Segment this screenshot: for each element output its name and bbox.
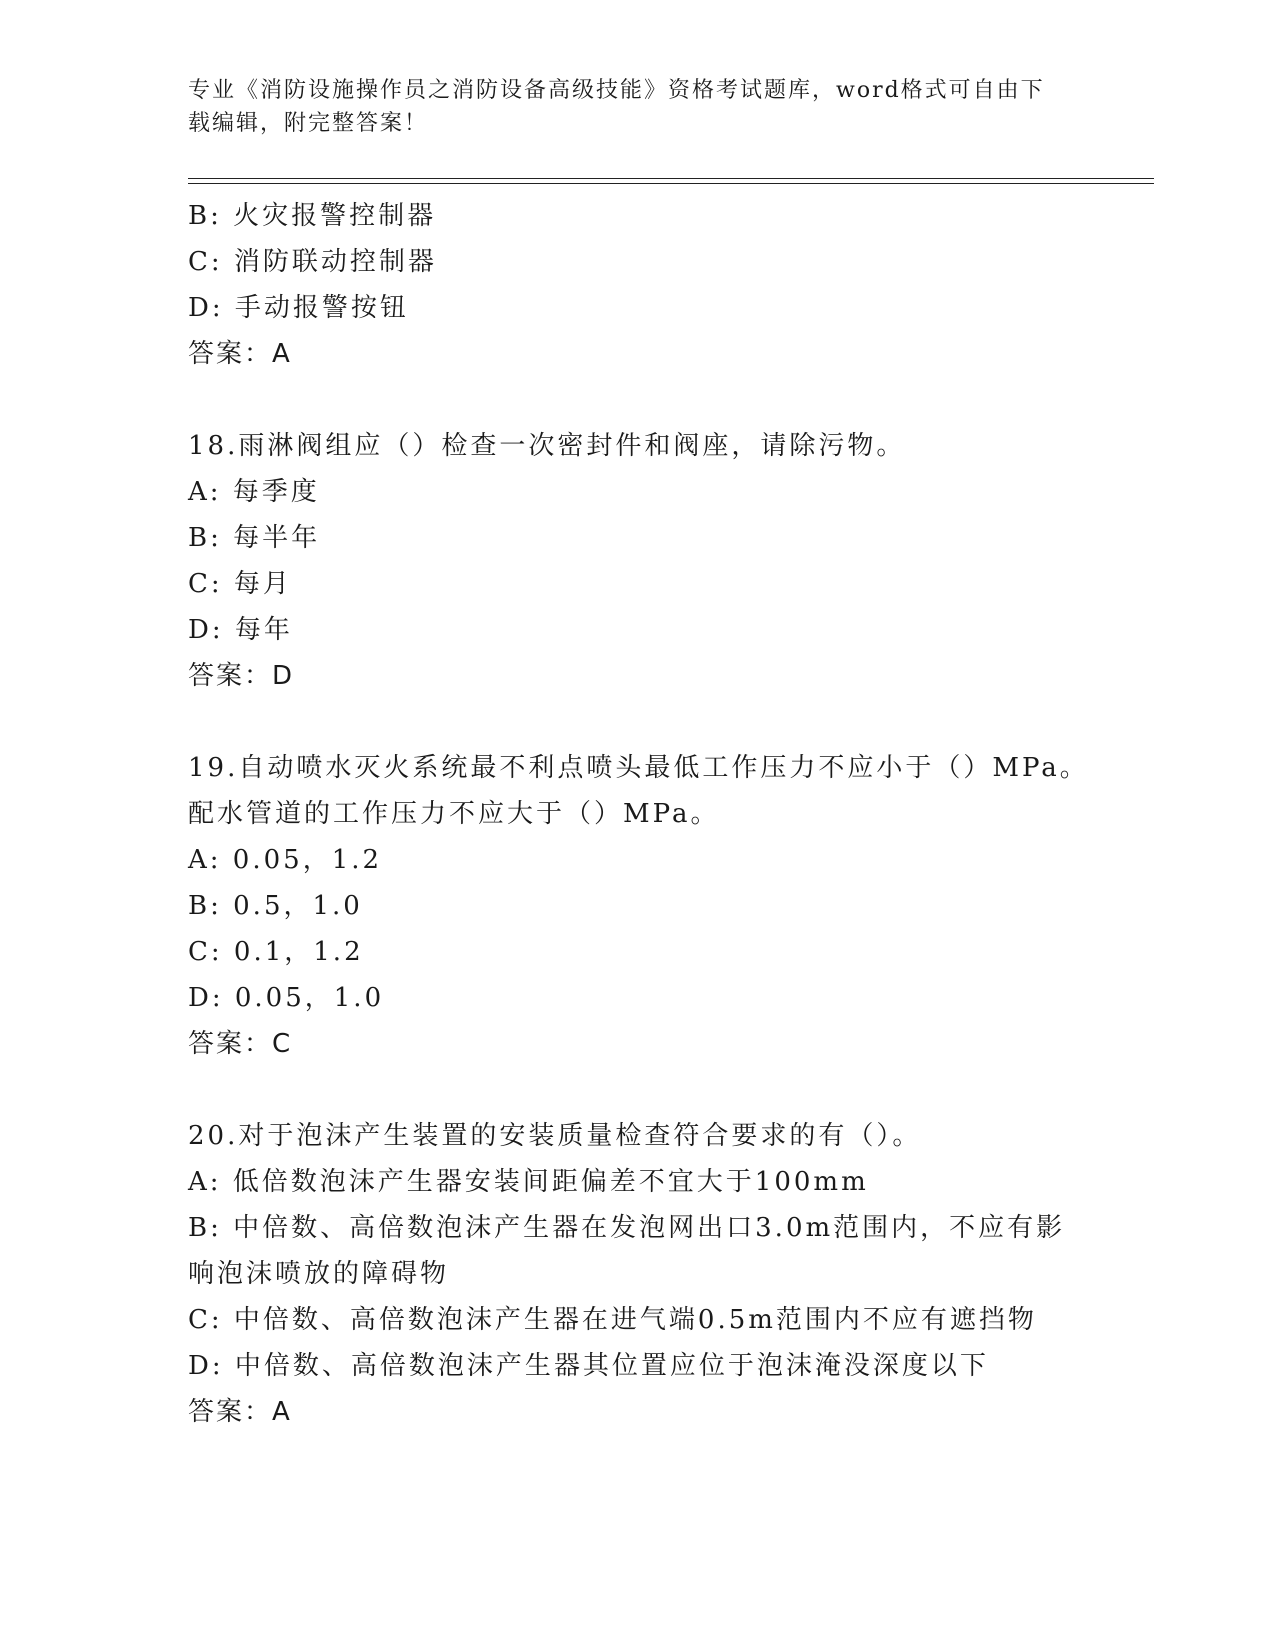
option-b: B: 每半年 [188, 523, 321, 553]
option-b: B: 火灾报警控制器 [188, 201, 437, 231]
option-c: C: 中倍数、高倍数泡沫产生器在进气端0.5m范围内不应有遮挡物 [188, 1305, 1037, 1335]
question-18 [188, 423, 1088, 699]
option-b-continued: 响泡沫喷放的障碍物 [188, 1259, 450, 1289]
question-20 [188, 1113, 1088, 1435]
option-c: C: 消防联动控制器 [188, 247, 437, 277]
option-a: A: 每季度 [188, 477, 320, 507]
option-d: D: 中倍数、高倍数泡沫产生器其位置应位于泡沫淹没深度以下 [188, 1351, 989, 1381]
document-header: 专业《消防设施操作员之消防设备高级技能》资格考试题库，word格式可自由下载编辑，附完整答案！ [188, 78, 1045, 136]
answer-label: 答案：A [188, 339, 292, 369]
question-stem-line-2: 配水管道的工作压力不应大于（）MPa。 [188, 799, 720, 829]
option-d: D: 手动报警按钮 [188, 293, 409, 323]
question-stem-line-1: 19.自动喷水灭火系统最不利点喷头最低工作压力不应小于（）MPa。 [188, 753, 1089, 783]
option-b: B: 0.5，1.0 [188, 891, 363, 921]
header-rule-top [188, 178, 1154, 179]
question-list [188, 193, 1088, 1435]
option-a: A: 0.05，1.2 [188, 845, 383, 875]
answer-label: 答案：A [188, 1397, 292, 1427]
option-d: D: 每年 [188, 615, 293, 645]
question-19 [188, 745, 1088, 1067]
option-a: A: 低倍数泡沫产生器安装间距偏差不宜大于100mm [188, 1167, 869, 1197]
question-stem: 20.对于泡沫产生装置的安装质量检查符合要求的有（）。 [188, 1121, 922, 1151]
answer-label: 答案：D [188, 661, 295, 691]
carryover-question [188, 193, 1088, 377]
option-d: D: 0.05，1.0 [188, 983, 385, 1013]
question-stem: 18.雨淋阀组应（）检查一次密封件和阀座，请除污物。 [188, 431, 906, 461]
option-b: B: 中倍数、高倍数泡沫产生器在发泡网出口3.0m范围内，不应有影 [188, 1213, 1066, 1243]
option-c: C: 0.1，1.2 [188, 937, 364, 967]
header-rule-bottom [188, 183, 1154, 184]
answer-label: 答案：C [188, 1029, 293, 1059]
option-c: C: 每月 [188, 569, 292, 599]
